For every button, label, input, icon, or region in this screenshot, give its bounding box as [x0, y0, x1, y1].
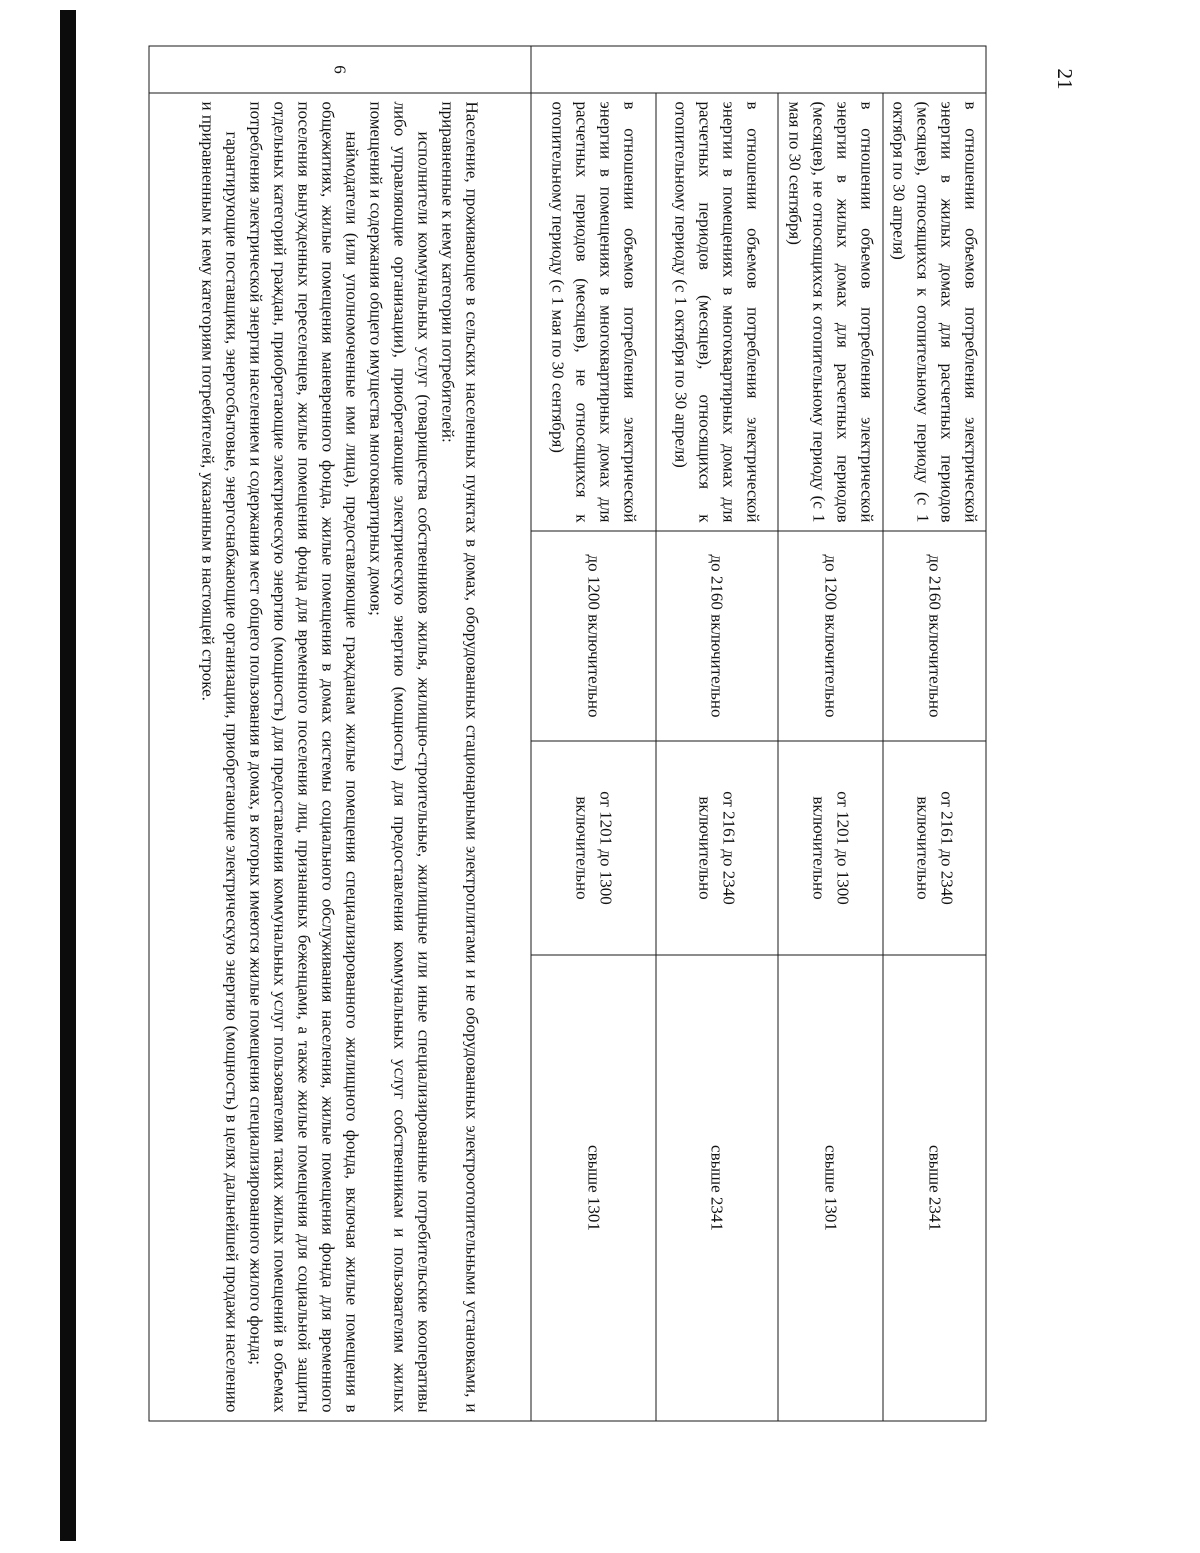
table-row	[531, 46, 656, 1421]
paragraph: Население, проживающее в сельских населенных пунктах в домах, оборудованных стационарными электроплитами и не оборудованных электроотопительными установками, и приравненные к нему категории потребителей:	[438, 101, 482, 1412]
description-cell: в отношении объемов потребления электрической энергии в жилых домах для расчетных периодов (месяцев), относящихся к отопительному периоду (с 1 октября по 30 апреля)	[883, 93, 986, 531]
binding-bar	[60, 10, 76, 1541]
range-low-cell: до 2160 включительно	[883, 531, 986, 741]
row-number-cell: 6	[149, 46, 531, 93]
row-number-cell	[531, 46, 986, 93]
rotated-table-container	[148, 45, 986, 1420]
range-mid-cell: от 2161 до 2340 включительно	[656, 741, 778, 955]
paragraph: наймодатели (или уполномоченные ими лица), предоставляющие гражданам жилые помещения специализированного жилищного фонда, включая жилые помещения в общежитиях, жилые помещения маневренного фонда, жилые помещения в домах системы социального обслуживания населения, жилые помещения фонда для временного поселения вынужденных переселенцев, жилые помещения фонда для временного поселения лиц, признанных беженцами, а также жилые помещения для социальной защиты отдельных категорий граждан, приобретающие электрическую энергию (мощность) для предоставления коммунальных услуг пользователям таких жилых помещений в объемах потребления электрической энергии населением и содержания мест общего пользования в домах, в которых имеются жилые помещения специализированного жилого фонда;	[246, 101, 362, 1412]
table-row	[883, 46, 986, 1421]
range-low-cell: до 1200 включительно	[531, 531, 656, 741]
table-row	[656, 46, 778, 1421]
range-low-cell: до 2160 включительно	[656, 531, 778, 741]
range-high-cell: свыше 2341	[656, 955, 778, 1421]
description-cell: в отношении объемов потребления электрической энергии в жилых домах для расчетных периодов (месяцев), не относящихся к отопительному периоду (с 1 мая по 30 сентября)	[778, 93, 883, 531]
range-high-cell: свыше 1301	[778, 955, 883, 1421]
page-number: 21	[1053, 68, 1077, 90]
row-6-text-cell	[149, 93, 531, 1421]
description-cell: в отношении объемов потребления электрической энергии в помещениях в многоквартирных домах для расчетных периодов (месяцев), не относящихся к отопительному периоду (с 1 мая по 30 сентября)	[531, 93, 656, 531]
tariff-table	[148, 45, 986, 1421]
range-mid-cell: от 2161 до 2340 включительно	[883, 741, 986, 955]
range-mid-cell: от 1201 до 1300 включительно	[531, 741, 656, 955]
range-low-cell: до 1200 включительно	[778, 531, 883, 741]
paragraph: гарантирующие поставщики, энергосбытовые, энергоснабжающие организации, приобретающие электрическую энергию (мощность) в целях дальнейшей продажи населению и приравненным к нему категориям потребителей, указанным в настоящей строке.	[198, 101, 242, 1412]
description-cell: в отношении объемов потребления электрической энергии в помещениях в многоквартирных домах для расчетных периодов (месяцев), относящихся к отопительному периоду (с 1 октября по 30 апреля)	[656, 93, 778, 531]
table-row	[778, 46, 883, 1421]
range-high-cell: свыше 1301	[531, 955, 656, 1421]
paragraph: исполнители коммунальных услуг (товарищества собственников жилья, жилищно-строительные, жилищные или иные специализированные потребительские кооперативы либо управляющие организации), приобретающие электрическую энергию (мощность) для предоставления коммунальных услуг собственникам и пользователям жилых помещений и содержания общего имущества многоквартирных домов;	[366, 101, 434, 1412]
range-mid-cell: от 1201 до 1300 включительно	[778, 741, 883, 955]
table-row-6	[149, 46, 531, 1421]
range-high-cell: свыше 2341	[883, 955, 986, 1421]
